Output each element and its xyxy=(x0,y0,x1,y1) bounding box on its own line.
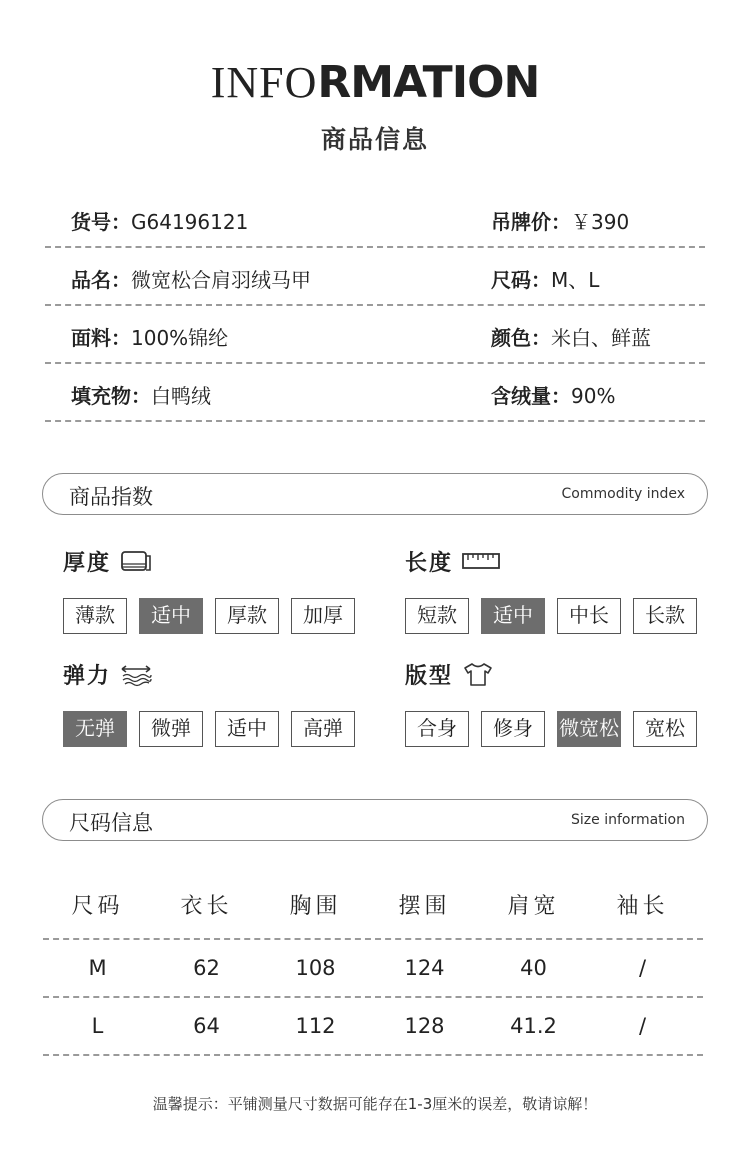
table-cell: 124 xyxy=(404,956,445,980)
option-medium-selected: 适中 xyxy=(139,598,203,634)
info-item-filling xyxy=(71,380,211,409)
option-regular-selected: 适中 xyxy=(481,598,545,634)
info-key: 含绒量： xyxy=(491,384,571,408)
option-slight-stretch: 微弹 xyxy=(139,711,203,747)
length-options xyxy=(405,598,709,634)
option-slim: 修身 xyxy=(481,711,545,747)
info-value: 微宽松合肩羽绒马甲 xyxy=(131,268,311,292)
option-extra-thick: 加厚 xyxy=(291,598,355,634)
index-title: 弹力 xyxy=(63,663,112,689)
option-moderate-stretch: 适中 xyxy=(215,711,279,747)
ruler-icon xyxy=(461,548,501,574)
stretch-icon xyxy=(119,661,153,687)
option-loose: 宽松 xyxy=(633,711,697,747)
fit-options xyxy=(405,711,709,747)
info-value: 米白、鲜蓝 xyxy=(551,326,651,350)
table-cell: 108 xyxy=(295,956,336,980)
table-cell: L xyxy=(91,1014,104,1038)
option-slightly-loose-selected: 微宽松 xyxy=(557,711,621,747)
section-title: 商品指数 xyxy=(69,485,153,509)
index-title: 长度 xyxy=(405,550,454,576)
info-item-name xyxy=(71,264,311,293)
table-cell: 62 xyxy=(193,956,220,980)
size-info-header xyxy=(42,799,708,841)
title-thin-part: INFO xyxy=(210,58,318,107)
info-row xyxy=(45,248,705,306)
info-key: 颜色： xyxy=(491,326,551,350)
info-value: 白鸭绒 xyxy=(151,384,211,408)
option-long: 长款 xyxy=(633,598,697,634)
info-item-down-content xyxy=(491,380,615,409)
option-mid-long: 中长 xyxy=(557,598,621,634)
index-fit xyxy=(405,659,685,740)
column-header: 肩宽 xyxy=(507,893,560,919)
option-fitted: 合身 xyxy=(405,711,469,747)
info-key: 货号： xyxy=(71,210,131,234)
option-thick: 厚款 xyxy=(215,598,279,634)
table-cell: 40 xyxy=(520,956,547,980)
info-key: 面料： xyxy=(71,326,131,350)
info-row xyxy=(45,306,705,364)
info-item-price xyxy=(491,206,629,235)
column-header: 尺码 xyxy=(71,893,124,919)
measurement-note: 温馨提示：平铺测量尺寸数据可能存在1-3厘米的误差，敬请谅解！ xyxy=(152,1095,598,1113)
table-cell: / xyxy=(638,956,647,980)
info-key: 品名： xyxy=(71,268,131,292)
column-header: 摆围 xyxy=(398,893,451,919)
option-high-stretch: 高弹 xyxy=(291,711,355,747)
column-header: 胸围 xyxy=(289,893,342,919)
folded-fabric-icon xyxy=(119,548,153,574)
info-key: 吊牌价： xyxy=(491,210,571,234)
section-subtitle: Commodity index xyxy=(561,486,685,502)
table-cell: 41.2 xyxy=(510,1014,557,1038)
table-cell: / xyxy=(638,1014,647,1038)
table-cell: 112 xyxy=(295,1014,336,1038)
index-title: 版型 xyxy=(405,663,454,689)
info-item-size xyxy=(491,264,599,293)
info-row xyxy=(45,190,705,248)
size-table-header xyxy=(43,870,703,940)
size-table xyxy=(43,870,703,1056)
page-title-en xyxy=(0,58,750,108)
section-title: 尺码信息 xyxy=(69,811,153,835)
info-value: ￥390 xyxy=(571,210,630,234)
info-value: M、L xyxy=(551,268,600,292)
info-key: 填充物： xyxy=(71,384,151,408)
column-header: 衣长 xyxy=(180,893,233,919)
table-row xyxy=(43,998,703,1056)
option-no-stretch-selected: 无弹 xyxy=(63,711,127,747)
product-info-table xyxy=(45,190,705,422)
index-thickness xyxy=(63,546,343,627)
column-header: 袖长 xyxy=(616,893,669,919)
info-value: G64196121 xyxy=(131,210,249,234)
title-bold-part: RMATION xyxy=(317,57,540,108)
index-title: 厚度 xyxy=(63,550,112,576)
page-title-cn: 商品信息 xyxy=(320,125,429,154)
info-value: 100%锦纶 xyxy=(131,326,229,350)
info-row xyxy=(45,364,705,422)
thickness-options xyxy=(63,598,367,634)
table-cell: M xyxy=(88,956,107,980)
info-value: 90% xyxy=(571,384,616,408)
table-row xyxy=(43,940,703,998)
table-cell: 128 xyxy=(404,1014,445,1038)
index-elasticity xyxy=(63,659,343,740)
commodity-index-header xyxy=(42,473,708,515)
page-header xyxy=(0,58,750,156)
elasticity-options xyxy=(63,711,367,747)
info-key: 尺码： xyxy=(491,268,551,292)
option-short: 短款 xyxy=(405,598,469,634)
info-item-fabric xyxy=(71,322,228,351)
info-item-color xyxy=(491,322,651,351)
section-subtitle: Size information xyxy=(571,812,685,828)
option-thin: 薄款 xyxy=(63,598,127,634)
info-item-sku xyxy=(71,206,248,235)
table-cell: 64 xyxy=(193,1014,220,1038)
index-length xyxy=(405,546,685,627)
tshirt-icon xyxy=(461,661,495,687)
